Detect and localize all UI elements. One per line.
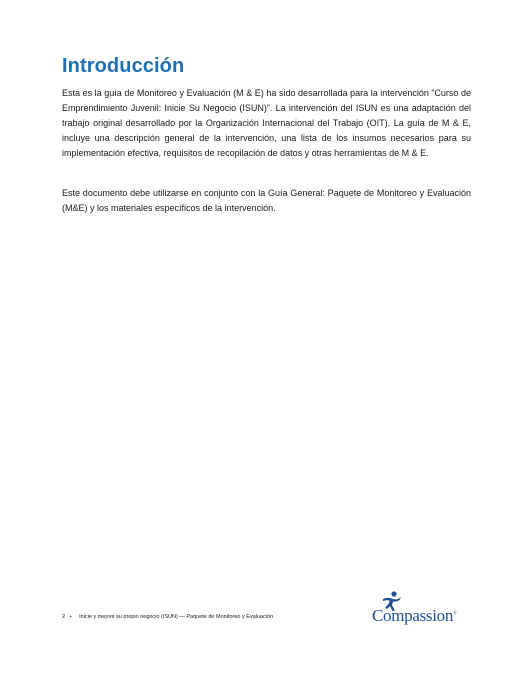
footer-bullet: • [69, 614, 72, 620]
footer-title: Inicie y mejore su propio negocio (ISUN) — Paquete de Monitoreo y Evaluación [79, 614, 274, 620]
usage-paragraph: Este documento debe utilizarse en conjunto con la Guía General: Paquete de Monitoreo y Evaluación (M&E) y los materiales específicos de la intervención. [62, 188, 471, 213]
page-heading: Introducción [62, 55, 185, 77]
page-number: 2 [62, 614, 66, 620]
compassion-wordmark: Compassion® [372, 606, 457, 625]
intro-paragraph: Esta es la guía de Monitoreo y Evaluación (M & E) ha sido desarrollada para la intervención “Curso de Emprendimiento Juvenil: Inicie Su Negocio (ISUN)”. La intervención del ISUN es una adaptación del trabajo original desarrollado por la Organización Internacional del Trabajo (OIT). La guía de M & E, incluye una descripción general de la intervención, una lista de los insumos necesarios para su implementación efectiva, requisitos de recopilación de datos y otras herramientas de M & E. [62, 88, 471, 158]
page-footer [62, 614, 273, 620]
compassion-logo [372, 590, 472, 630]
